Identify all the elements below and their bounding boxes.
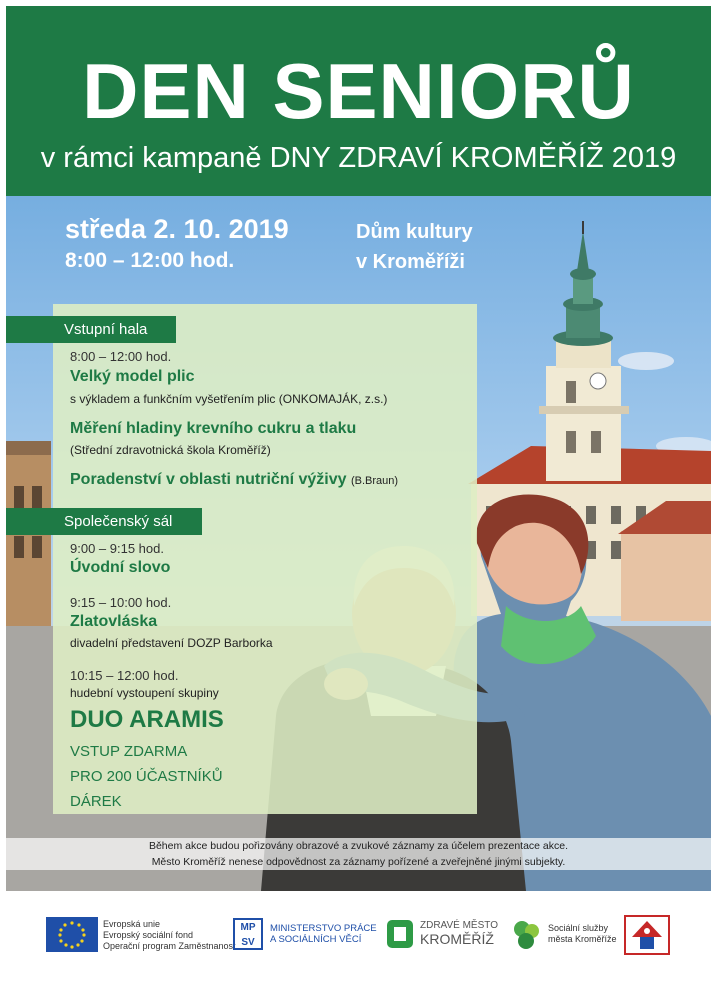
event-date: středa 2. 10. 2019 bbox=[65, 214, 289, 244]
nutrition-title-text: Poradenství v oblasti nutriční výživy bbox=[70, 471, 347, 488]
venue-city: v Kroměříži bbox=[356, 251, 465, 273]
section1-time: 8:00 – 12:00 hod. bbox=[70, 349, 172, 364]
social-services-line-1: Sociální služby bbox=[548, 923, 609, 933]
notice-line-2: Město Kroměříž nenese odpovědnost za záznamy pořízené a zveřejněné jinými subjekty. bbox=[151, 856, 566, 868]
section-label-vestibule: Vstupní hala bbox=[6, 316, 176, 343]
organization-emblem-icon bbox=[624, 915, 670, 955]
eu-line-1: Evropská unie bbox=[103, 919, 161, 929]
blood-test-title: Měření hladiny krevního cukru a tlaku bbox=[70, 420, 357, 437]
lung-model-title: Velký model plic bbox=[70, 368, 195, 385]
header-banner bbox=[6, 6, 711, 196]
mpsv-logo-text bbox=[270, 923, 377, 945]
social-services-icon bbox=[510, 917, 544, 951]
opening-title: Úvodní slovo bbox=[70, 559, 171, 576]
nutrition-desc: (B.Braun) bbox=[350, 475, 399, 487]
eu-flag-icon bbox=[46, 917, 98, 952]
healthy-city-icon bbox=[385, 918, 415, 950]
venue-name: Dům kultury bbox=[356, 221, 473, 243]
gift: DÁREK bbox=[70, 793, 122, 810]
left-building bbox=[6, 451, 51, 631]
nutrition-title bbox=[70, 471, 398, 489]
section-label-hall: Společenský sál bbox=[6, 508, 202, 535]
play-desc: divadelní představení DOZP Barborka bbox=[70, 636, 273, 650]
healthy-city-line-1: ZDRAVÉ MĚSTO bbox=[420, 920, 498, 931]
mpsv-mark-top: MP bbox=[240, 922, 256, 933]
opening-time: 9:00 – 9:15 hod. bbox=[70, 541, 164, 556]
concert-desc: hudební vystoupení skupiny bbox=[70, 686, 219, 700]
mpsv-line-2: A SOCIÁLNÍCH VĚCÍ bbox=[270, 934, 362, 945]
eu-line-3: Operační program Zaměstnanost bbox=[103, 941, 236, 951]
participants-limit: PRO 200 ÚČASTNÍKŮ bbox=[70, 768, 223, 785]
blood-test-desc: (Střední zdravotnická škola Kroměříž) bbox=[70, 443, 271, 457]
poster-title: DEN SENIORŮ bbox=[82, 47, 635, 135]
mpsv-logo-icon bbox=[233, 918, 263, 950]
castle-tower bbox=[546, 366, 621, 481]
notice-line-1: Během akce budou pořizovány obrazové a zvukové záznamy za účelem prezentace akce. bbox=[148, 840, 569, 852]
social-services-line-2: města Kroměříže bbox=[548, 934, 617, 944]
partner-logos bbox=[0, 905, 717, 965]
play-time: 9:15 – 10:00 hod. bbox=[70, 595, 172, 610]
free-entry: VSTUP ZDARMA bbox=[70, 743, 188, 760]
healthy-city-line-2: KROMĚŘÍŽ bbox=[420, 931, 494, 947]
play-title: Zlatovláska bbox=[70, 613, 158, 630]
event-time: 8:00 – 12:00 hod. bbox=[65, 249, 235, 272]
mpsv-line-1: MINISTERSTVO PRÁCE bbox=[270, 923, 377, 934]
poster-subtitle: v rámci kampaně DNY ZDRAVÍ KROMĚŘÍŽ 2019 bbox=[40, 142, 677, 174]
concert-time: 10:15 – 12:00 hod. bbox=[70, 668, 179, 683]
poster bbox=[6, 6, 711, 891]
media-notice bbox=[6, 838, 711, 870]
mpsv-mark-bottom: SV bbox=[241, 937, 255, 948]
eu-logo-text bbox=[103, 919, 236, 952]
social-services-text bbox=[548, 923, 617, 945]
lung-model-desc: s výkladem a funkčním vyšetřením plic (ONKOMAJÁK, z.s.) bbox=[70, 392, 388, 406]
healthy-city-text bbox=[420, 920, 498, 947]
eu-line-2: Evropský sociální fond bbox=[103, 930, 194, 940]
concert-title: DUO ARAMIS bbox=[70, 706, 224, 733]
